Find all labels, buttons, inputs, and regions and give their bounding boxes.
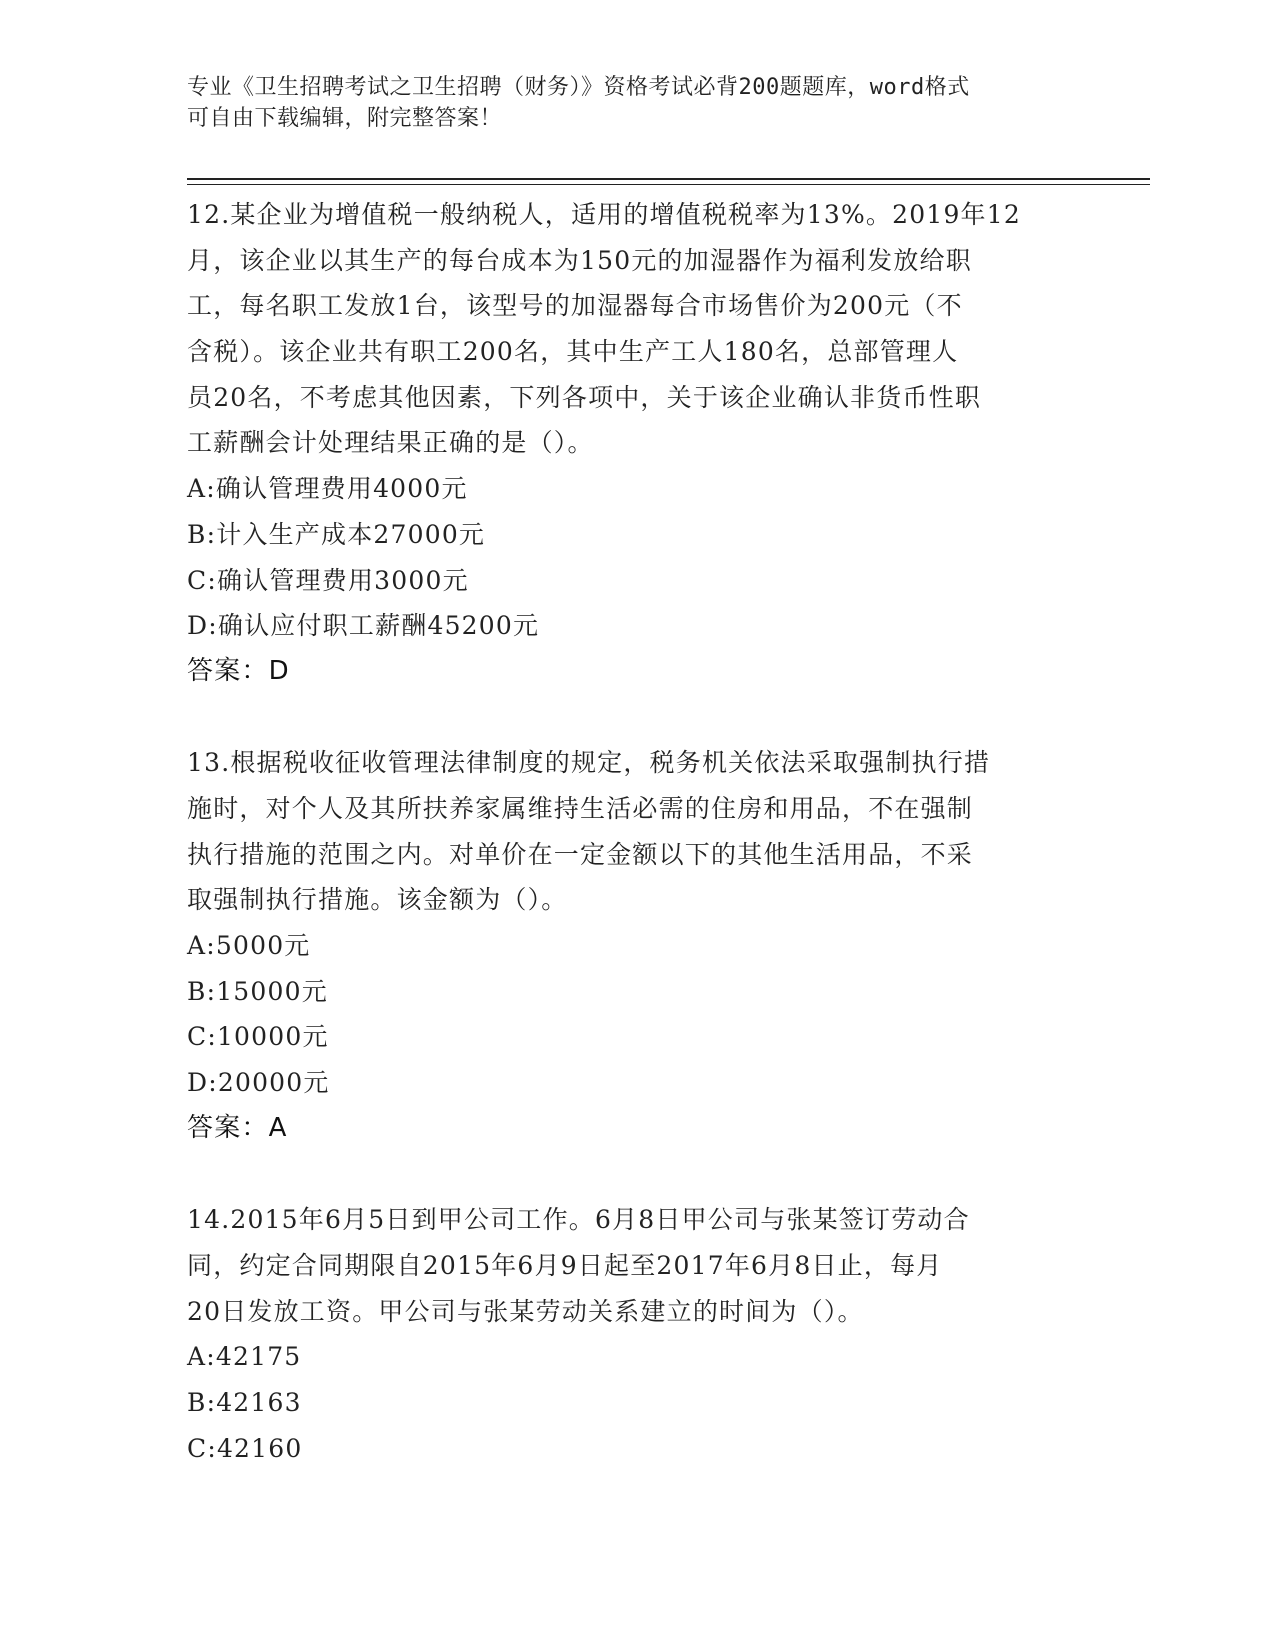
question-block [187,740,1087,1151]
question-block [187,192,1087,695]
option-b: B:计入生产成本27000元 [187,519,486,549]
question-stem-line: 工，每名职工发放1台，该型号的加湿器每合市场售价为200元（不 [187,291,963,321]
option-b: B:42163 [187,1387,302,1417]
question-stem-line: 施时，对个人及其所扶养家属维持生活必需的住房和用品，不在强制 [187,793,974,823]
question-block [187,1197,1087,1471]
header-divider-thin [187,184,1150,185]
option-b: B:15000元 [187,976,328,1006]
option-a: A:确认管理费用4000元 [187,474,468,504]
header-divider-thick [187,178,1150,180]
header-title-line-1: 专业《卫生招聘考试之卫生招聘（财务）》资格考试必背200题题库，word格式 [187,75,970,100]
question-stem-line: 含税）。该企业共有职工200名，其中生产工人180名，总部管理人 [187,337,959,367]
answer-label: 答案：A [187,1112,288,1143]
question-stem-line: 执行措施的范围之内。对单价在一定金额以下的其他生活用品，不采 [187,839,974,869]
answer-label: 答案：D [187,655,290,686]
question-stem-line: 14.2015年6月5日到甲公司工作。6月8日甲公司与张某签订劳动合 [187,1205,970,1235]
question-spacer [187,695,1087,741]
header-title-line-2: 可自由下载编辑，附完整答案！ [187,106,503,131]
question-stem-line: 12.某企业为增值税一般纳税人，适用的增值税税率为13%。2019年12 [187,200,1021,229]
question-stem-line: 员20名，不考虑其他因素，下列各项中，关于该企业确认非货币性职 [187,382,982,412]
option-a: A:42175 [187,1342,302,1372]
question-stem-line: 月，该企业以其生产的每台成本为150元的加湿器作为福利发放给职 [187,245,972,275]
option-d: D:确认应付职工薪酬45200元 [187,611,540,641]
question-stem-line: 13.根据税收征收管理法律制度的规定，税务机关依法采取强制执行措 [187,748,991,778]
question-stem-line: 取强制执行措施。该金额为（）。 [187,885,568,915]
option-c: C:确认管理费用3000元 [187,565,469,595]
question-spacer [187,1151,1087,1197]
question-stem-line: 20日发放工资。甲公司与张某劳动关系建立的时间为（）。 [187,1296,864,1326]
question-list [187,192,1087,1471]
option-a: A:5000元 [187,931,311,960]
option-c: C:42160 [187,1433,303,1463]
question-stem-line: 工薪酬会计处理结果正确的是（）。 [187,428,594,458]
option-c: C:10000元 [187,1022,329,1052]
document-header [187,72,1067,134]
question-stem-line: 同，约定合同期限自2015年6月9日起至2017年6月8日止，每月 [187,1250,943,1280]
option-d: D:20000元 [187,1068,330,1098]
